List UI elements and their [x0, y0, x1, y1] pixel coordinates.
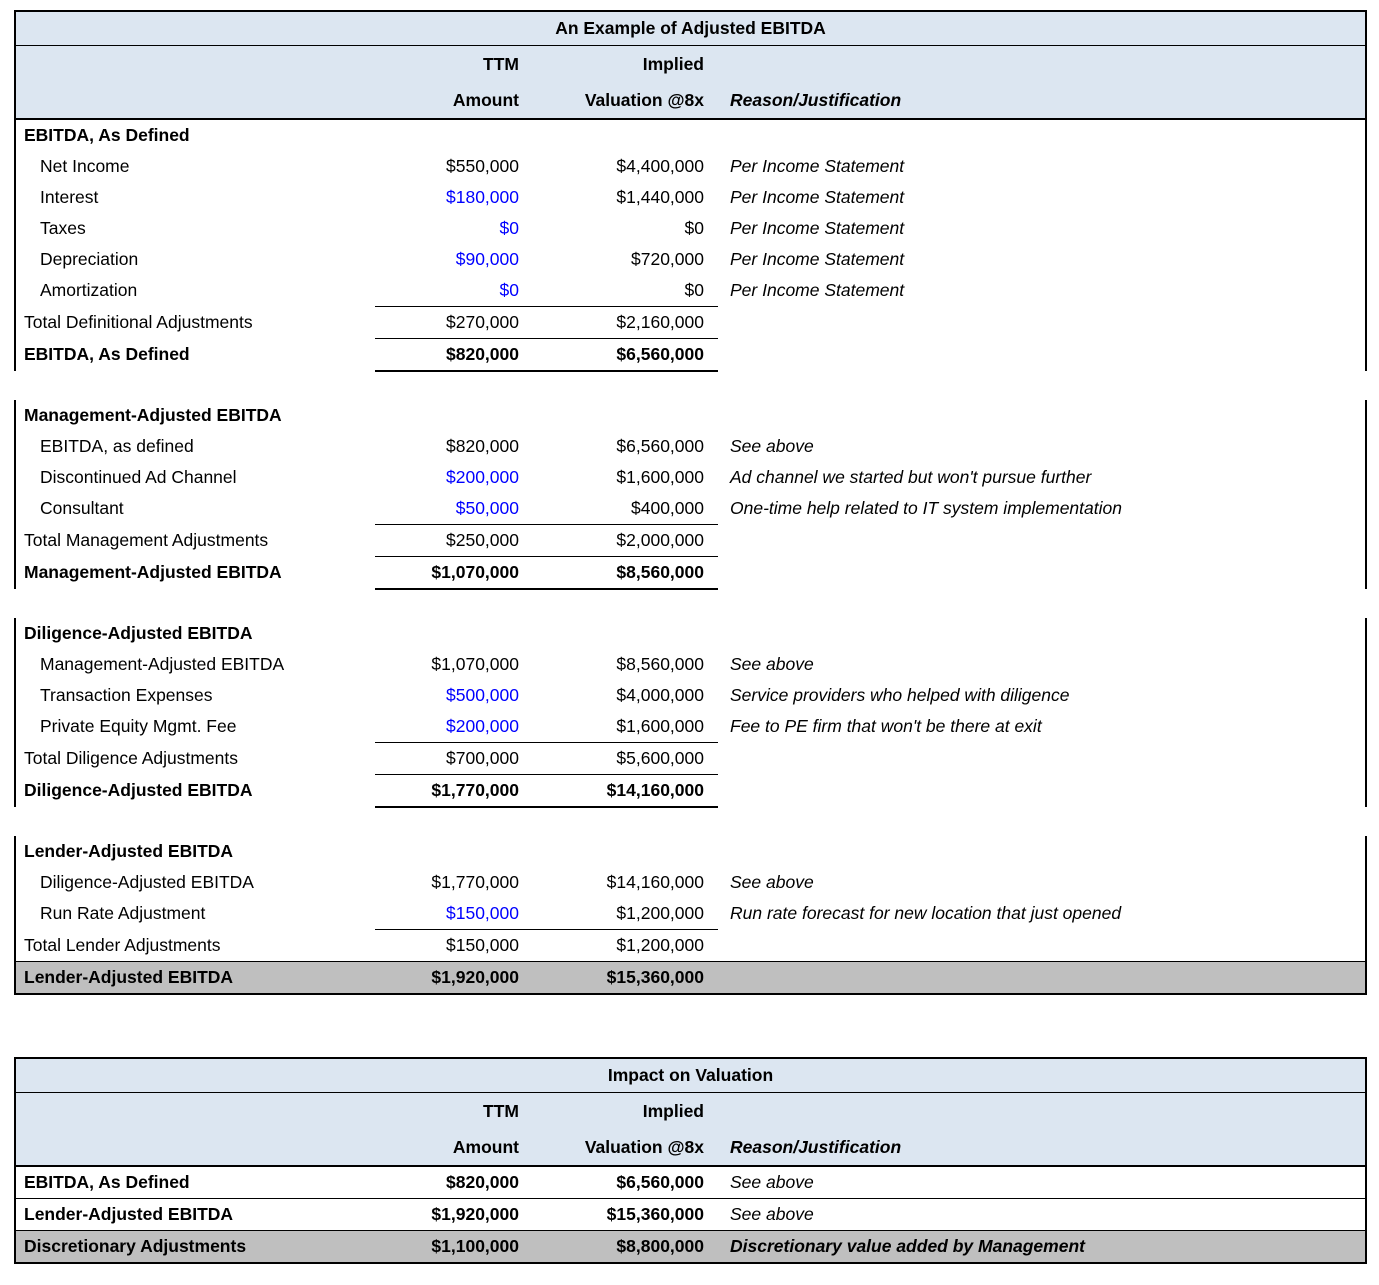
- row-reason: Discretionary value added by Management: [718, 1231, 1366, 1264]
- table2-title: Impact on Valuation: [15, 1058, 1366, 1093]
- section-heading-row: [15, 836, 1366, 867]
- empty-cell: [375, 807, 533, 836]
- empty-cell: [718, 743, 1366, 775]
- subtotal-ttm: $150,000: [375, 930, 533, 962]
- subtotal-row: [15, 743, 1366, 775]
- row-label: Transaction Expenses: [15, 680, 375, 711]
- row-implied: $1,200,000: [616, 903, 704, 923]
- table-row: [15, 898, 1366, 930]
- table2-header-row-2: [15, 1129, 1366, 1166]
- impact-on-valuation-table: [14, 1057, 1367, 1264]
- row-reason: See above: [718, 1166, 1366, 1199]
- row-implied: $720,000: [631, 249, 704, 269]
- empty-cell: [375, 618, 533, 649]
- total-row: [15, 339, 1366, 372]
- subtotal-row: [15, 525, 1366, 557]
- empty-cell: [718, 836, 1366, 867]
- row-implied: $1,600,000: [616, 716, 704, 736]
- subtotal-ttm: $250,000: [375, 525, 533, 557]
- row-implied: $4,400,000: [616, 156, 704, 176]
- table-row: [15, 711, 1366, 743]
- empty-cell: [533, 371, 718, 400]
- table-row: [15, 244, 1366, 275]
- total-ttm: $1,920,000: [375, 962, 533, 995]
- table-row: [15, 867, 1366, 898]
- table2-header-ttm-line1: TTM: [375, 1093, 533, 1130]
- row-reason: See above: [718, 431, 1366, 462]
- row-implied: $6,560,000: [533, 1166, 718, 1199]
- row-reason: See above: [718, 1199, 1366, 1231]
- row-implied: $14,160,000: [606, 872, 704, 892]
- row-ttm: $820,000: [375, 1166, 533, 1199]
- row-reason: See above: [718, 867, 1366, 898]
- row-ttm: $1,070,000: [431, 654, 519, 674]
- spacer-row: [15, 807, 1366, 836]
- empty-cell: [718, 930, 1366, 962]
- row-implied: $400,000: [631, 498, 704, 518]
- row-ttm: $200,000: [446, 716, 519, 736]
- row-implied: $1,440,000: [616, 187, 704, 207]
- total-label: Diligence-Adjusted EBITDA: [15, 775, 375, 808]
- spacer-row: [15, 371, 1366, 400]
- table-row: [15, 680, 1366, 711]
- subtotal-implied: $1,200,000: [533, 930, 718, 962]
- empty-cell: [718, 371, 1366, 400]
- row-implied: $0: [684, 218, 704, 238]
- row-reason: Fee to PE firm that won't be there at exit: [718, 711, 1366, 743]
- row-label: Consultant: [15, 493, 375, 525]
- row-implied: $4,000,000: [616, 685, 704, 705]
- total-implied: $14,160,000: [533, 775, 718, 808]
- empty-cell: [15, 589, 375, 618]
- empty-cell: [533, 589, 718, 618]
- row-ttm: $180,000: [446, 187, 519, 207]
- empty-cell: [718, 775, 1366, 808]
- table1-header-ttm-line1: TTM: [375, 46, 533, 83]
- highlighted-table-row: [15, 1231, 1366, 1264]
- row-label: Amortization: [15, 275, 375, 307]
- empty-cell: [533, 836, 718, 867]
- table2-header-implied-line1: Implied: [533, 1093, 718, 1130]
- table1-header-ttm-line2: Amount: [375, 82, 533, 119]
- table1-header-blank-1: [15, 46, 375, 83]
- empty-cell: [718, 962, 1366, 995]
- row-ttm: $1,100,000: [375, 1231, 533, 1264]
- row-ttm: $0: [499, 280, 519, 300]
- total-ttm: $1,770,000: [375, 775, 533, 808]
- table-row: [15, 649, 1366, 680]
- row-label: Diligence-Adjusted EBITDA: [15, 867, 375, 898]
- subtotal-label: Total Lender Adjustments: [15, 930, 375, 962]
- empty-cell: [533, 400, 718, 431]
- row-ttm: $200,000: [446, 467, 519, 487]
- row-implied: $15,360,000: [533, 1199, 718, 1231]
- row-label: EBITDA, As Defined: [15, 1166, 375, 1199]
- adjusted-ebitda-table: [14, 10, 1367, 995]
- row-reason: Per Income Statement: [718, 244, 1366, 275]
- subtotal-label: Total Definitional Adjustments: [15, 307, 375, 339]
- row-label: Discontinued Ad Channel: [15, 462, 375, 493]
- subtotal-row: [15, 307, 1366, 339]
- table1-title-row: [15, 11, 1366, 46]
- total-ttm: $820,000: [375, 339, 533, 372]
- row-label: Management-Adjusted EBITDA: [15, 649, 375, 680]
- row-reason: See above: [718, 649, 1366, 680]
- row-ttm: $550,000: [446, 156, 519, 176]
- subtotal-label: Total Management Adjustments: [15, 525, 375, 557]
- section-heading-row: [15, 119, 1366, 151]
- table2-header-row-1: [15, 1093, 1366, 1130]
- table-gap: [14, 995, 1365, 1047]
- table2-header-reason: Reason/Justification: [718, 1129, 1366, 1166]
- table1-header-implied-line1: Implied: [533, 46, 718, 83]
- empty-cell: [718, 807, 1366, 836]
- row-ttm: $150,000: [446, 903, 519, 923]
- table1-header-reason: Reason/Justification: [718, 82, 1366, 119]
- total-row: [15, 775, 1366, 808]
- empty-cell: [375, 589, 533, 618]
- row-label: EBITDA, as defined: [15, 431, 375, 462]
- row-reason: Ad channel we started but won't pursue further: [718, 462, 1366, 493]
- row-ttm: $90,000: [455, 249, 519, 269]
- empty-cell: [718, 589, 1366, 618]
- row-implied: $0: [684, 280, 704, 300]
- row-ttm: $0: [499, 218, 519, 238]
- row-reason: Per Income Statement: [718, 182, 1366, 213]
- table-row: [15, 1199, 1366, 1231]
- table-row: [15, 493, 1366, 525]
- table-row: [15, 1166, 1366, 1199]
- table-row: [15, 431, 1366, 462]
- subtotal-implied: $2,160,000: [533, 307, 718, 339]
- total-label: Lender-Adjusted EBITDA: [15, 962, 375, 995]
- row-label: Lender-Adjusted EBITDA: [15, 1199, 375, 1231]
- empty-cell: [375, 400, 533, 431]
- empty-cell: [375, 119, 533, 151]
- total-label: Management-Adjusted EBITDA: [15, 557, 375, 590]
- empty-cell: [718, 618, 1366, 649]
- spreadsheet-sheet: [14, 10, 1365, 1264]
- section-heading: EBITDA, As Defined: [15, 119, 375, 151]
- total-implied: $6,560,000: [533, 339, 718, 372]
- spacer-row: [15, 589, 1366, 618]
- subtotal-implied: $2,000,000: [533, 525, 718, 557]
- subtotal-ttm: $270,000: [375, 307, 533, 339]
- row-label: Run Rate Adjustment: [15, 898, 375, 930]
- row-reason: One-time help related to IT system implementation: [718, 493, 1366, 525]
- row-ttm: $1,920,000: [375, 1199, 533, 1231]
- row-label: Net Income: [15, 151, 375, 182]
- section-heading: Diligence-Adjusted EBITDA: [15, 618, 375, 649]
- row-label: Interest: [15, 182, 375, 213]
- total-implied: $8,560,000: [533, 557, 718, 590]
- row-label: Depreciation: [15, 244, 375, 275]
- total-label: EBITDA, As Defined: [15, 339, 375, 372]
- row-implied: $8,800,000: [533, 1231, 718, 1264]
- table2-header-blank-3: [15, 1129, 375, 1166]
- empty-cell: [718, 400, 1366, 431]
- total-ttm: $1,070,000: [375, 557, 533, 590]
- empty-cell: [533, 618, 718, 649]
- table1-header-blank-2: [718, 46, 1366, 83]
- empty-cell: [718, 557, 1366, 590]
- table2-header-implied-line2: Valuation @8x: [533, 1129, 718, 1166]
- table-row: [15, 151, 1366, 182]
- empty-cell: [15, 371, 375, 400]
- table-row: [15, 213, 1366, 244]
- subtotal-ttm: $700,000: [375, 743, 533, 775]
- empty-cell: [718, 525, 1366, 557]
- row-implied: $6,560,000: [616, 436, 704, 456]
- total-implied: $15,360,000: [533, 962, 718, 995]
- subtotal-implied: $5,600,000: [533, 743, 718, 775]
- empty-cell: [533, 119, 718, 151]
- table2-header-blank-2: [718, 1093, 1366, 1130]
- row-ttm: $820,000: [446, 436, 519, 456]
- row-reason: Per Income Statement: [718, 275, 1366, 307]
- section-heading-row: [15, 618, 1366, 649]
- row-label: Private Equity Mgmt. Fee: [15, 711, 375, 743]
- empty-cell: [375, 371, 533, 400]
- total-row: [15, 557, 1366, 590]
- section-heading: Management-Adjusted EBITDA: [15, 400, 375, 431]
- table1-header-blank-3: [15, 82, 375, 119]
- table2-title-row: [15, 1058, 1366, 1093]
- highlighted-total-row: [15, 962, 1366, 995]
- table2-header-ttm-line2: Amount: [375, 1129, 533, 1166]
- table1-header-row-1: [15, 46, 1366, 83]
- table2-header-blank-1: [15, 1093, 375, 1130]
- row-ttm: $500,000: [446, 685, 519, 705]
- empty-cell: [533, 807, 718, 836]
- row-reason: Per Income Statement: [718, 151, 1366, 182]
- empty-cell: [718, 119, 1366, 151]
- row-reason: Per Income Statement: [718, 213, 1366, 244]
- section-heading: Lender-Adjusted EBITDA: [15, 836, 375, 867]
- row-ttm: $50,000: [455, 498, 519, 518]
- subtotal-row: [15, 930, 1366, 962]
- section-heading-row: [15, 400, 1366, 431]
- row-label: Discretionary Adjustments: [15, 1231, 375, 1264]
- table1-header-implied-line2: Valuation @8x: [533, 82, 718, 119]
- empty-cell: [375, 836, 533, 867]
- row-implied: $8,560,000: [616, 654, 704, 674]
- empty-cell: [718, 339, 1366, 372]
- table-row: [15, 462, 1366, 493]
- subtotal-label: Total Diligence Adjustments: [15, 743, 375, 775]
- row-ttm: $1,770,000: [431, 872, 519, 892]
- row-reason: Service providers who helped with diligence: [718, 680, 1366, 711]
- table1-header-row-2: [15, 82, 1366, 119]
- empty-cell: [15, 807, 375, 836]
- table-row: [15, 182, 1366, 213]
- table1-title: An Example of Adjusted EBITDA: [15, 11, 1366, 46]
- empty-cell: [718, 307, 1366, 339]
- row-reason: Run rate forecast for new location that just opened: [718, 898, 1366, 930]
- row-label: Taxes: [15, 213, 375, 244]
- table-row: [15, 275, 1366, 307]
- row-implied: $1,600,000: [616, 467, 704, 487]
